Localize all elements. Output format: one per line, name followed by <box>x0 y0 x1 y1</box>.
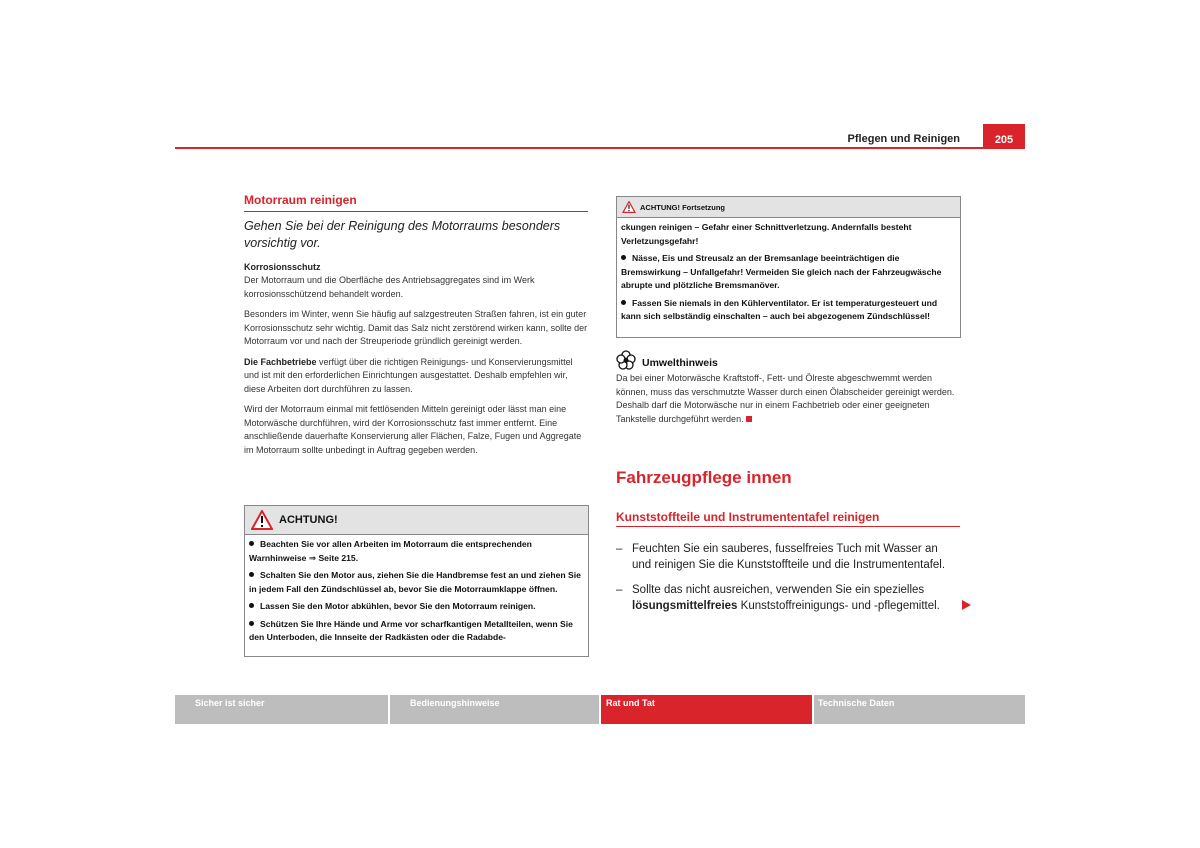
section-heading-kunststoffteile: Kunststoffteile und Instrumententafel reinigen <box>616 510 880 524</box>
paragraph-3-bold: Die Fachbetriebe <box>244 356 317 367</box>
warning-triangle-icon <box>622 201 636 213</box>
warning-continued-header <box>617 197 960 218</box>
running-header-title: Pflegen und Reinigen <box>847 133 960 145</box>
warning-item: Beachten Sie vor allen Arbeiten im Motorraum die entsprechenden Warnhinweise ⇒ Seite 215. <box>249 539 532 563</box>
section-heading-motorraum: Motorraum reinigen <box>244 193 357 207</box>
steps-list <box>616 541 960 614</box>
section-rule <box>244 211 588 212</box>
warning-continued-title: ACHTUNG! Fortsetzung <box>640 202 725 212</box>
warning-item: Nässe, Eis und Streusalz an der Bremsanlage beeinträchtigen die Bremswirkung – Unfallgefahr! Vermeiden Sie gleich nach der Fahrzeugwäsche abrupte und plötzliche Bremsmanöver. <box>621 253 942 290</box>
footer-tab-sicher[interactable]: Sicher ist sicher <box>175 695 388 724</box>
environment-note <box>616 350 960 426</box>
warning-box <box>244 505 589 657</box>
header-rule <box>175 147 1025 149</box>
continue-arrow-icon <box>962 600 971 610</box>
footer-tab-rat-und-tat[interactable]: Rat und Tat <box>601 695 812 724</box>
warning-item: Lassen Sie den Motor abkühlen, bevor Sie den Motorraum reinigen. <box>249 600 584 614</box>
left-column <box>244 194 588 457</box>
environment-note-header <box>616 350 960 370</box>
warning-header <box>245 506 588 535</box>
flower-icon <box>616 350 636 370</box>
warning-continued-box <box>616 196 961 338</box>
warning-body <box>245 535 588 652</box>
environment-title: Umwelthinweis <box>642 356 718 369</box>
paragraph-2: Besonders im Winter, wenn Sie häufig auf salzgestreuten Straßen fahren, ist ein guter Korrosionsschutz sehr wichtig. Damit das Salz nicht zerstörend wirken kann, sollte der Motorraum vor und nach der Streuperiode gründlich gereinigt werden. <box>244 309 588 346</box>
step-item: – Sollte das nicht ausreichen, verwenden Sie ein spezielles lösungsmittelfreies Kunststoffreinigungs- und -pflegemittel. <box>616 582 960 614</box>
page-number: 205 <box>983 124 1025 149</box>
footer-tab-technische-daten[interactable]: Technische Daten <box>814 695 1025 724</box>
subsection-kunststoffteile <box>616 510 960 527</box>
paragraph-3 <box>244 356 588 397</box>
warning-continued-body <box>617 218 960 331</box>
warning-continued-lead: ckungen reinigen – Gefahr einer Schnittverletzung. Andernfalls besteht Verletzungsgefahr! <box>621 222 912 246</box>
section-rule <box>616 526 960 527</box>
footer-tab-bedienung[interactable]: Bedienungshinweise <box>390 695 599 724</box>
step-item: – Feuchten Sie ein sauberes, fusselfreies Tuch mit Wasser an und reinigen Sie die Kunststoffteile und die Instrumententafel. <box>616 541 960 573</box>
warning-item: Schützen Sie Ihre Hände und Arme vor scharfkantigen Metallteilen, wenn Sie den Unterboden, die Innseite der Radkästen oder die Radabde- <box>249 618 573 642</box>
lead-text: Gehen Sie bei der Reinigung des Motorraums besonders vorsichtig vor. <box>244 218 561 250</box>
subheading-korrosionsschutz: Korrosionsschutz <box>244 261 321 272</box>
warning-item: Fassen Sie niemals in den Kühlerventilator. Er ist temperaturgesteuert und kann sich selbständig einschalten – auch bei abgezogenem Zündschlüssel! <box>621 297 938 321</box>
paragraph-1: Der Motorraum und die Oberfläche des Antriebsaggregates sind im Werk korrosionsschützend behandelt worden. <box>244 275 535 299</box>
warning-triangle-icon <box>251 510 273 530</box>
paragraph-4: Wird der Motorraum einmal mit fettlösenden Mitteln gereinigt oder lässt man eine Motorwäsche durchführen, wird der Korrosionsschutz fast immer entfernt. Eine anschließende dauerhafte Konservierung aller Flächen, Falze, Fugen und Aggregate im Motorraum sollte unbedingt in Auftrag gegeben werden. <box>244 404 582 455</box>
environment-text: Da bei einer Motorwäsche Kraftstoff-, Fett- und Ölreste abgeschwemmt werden können, muss das verschmutzte Wasser durch einen Ölabscheider gereinigt werden. Deshalb darf die Motorwäsche nur in einem Fachbetrieb oder einer geeigneten Tankstelle durchgeführt werden. <box>616 373 955 424</box>
paragraph-3-rest: verfügt über die richtigen Reinigungs- und Konservierungsmittel und ist mit den erforderlichen Einrichtungen ausgestattet. Deshalb empfehlen wir, diese Arbeiten dort durchführen zu lassen. <box>244 356 573 394</box>
warning-item: Schalten Sie den Motor aus, ziehen Sie die Handbremse fest an und ziehen Sie in jedem Fall den Zündschlüssel ab, bevor Sie die Motorraumklappe öffnen. <box>249 570 581 594</box>
step-2-text: Sollte das nicht ausreichen, verwenden Sie ein spezielles lösungsmittelfreies Kunststoffreinigungs- und -pflegemittel. <box>632 584 940 612</box>
chapter-heading: Fahrzeugpflege innen <box>616 468 792 487</box>
step-1-text: Feuchten Sie ein sauberes, fusselfreies Tuch mit Wasser an und reinigen Sie die Kunststoffteile und die Instrumententafel. <box>632 543 946 571</box>
warning-title: ACHTUNG! <box>279 514 338 526</box>
end-marker-icon <box>746 416 752 422</box>
